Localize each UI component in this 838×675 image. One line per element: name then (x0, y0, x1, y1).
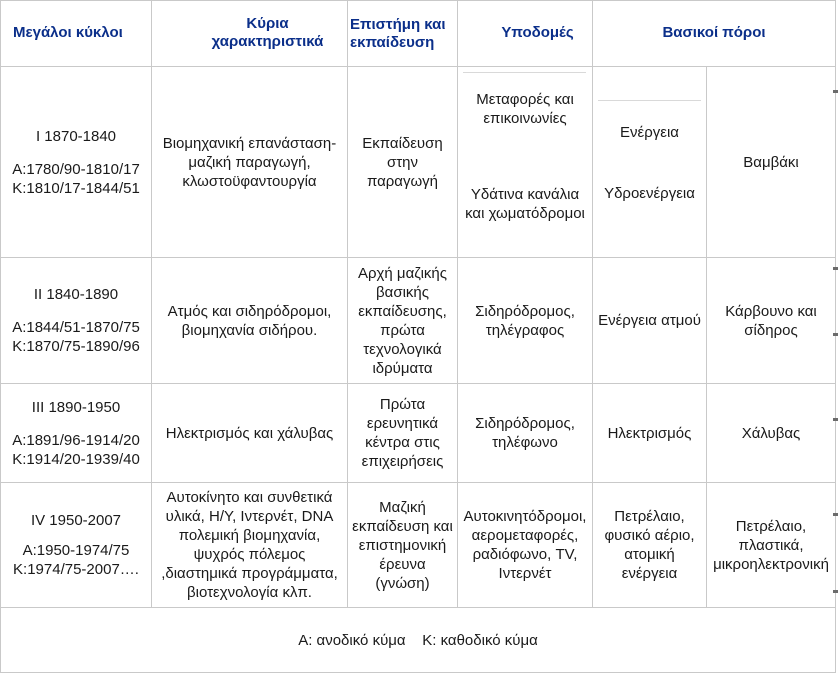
features-cell: Ατμός και σιδηρόδρομοι, βιομηχανία σιδήρου. (167, 302, 332, 339)
cycle-descending: Κ:1914/20-1939/40 (12, 450, 140, 468)
features-cell: Βιομηχανική επανάσταση-μαζική παραγωγή, κλωστοϋφαντουργία (162, 134, 337, 190)
header-cycles: Μεγάλοι κύκλοι (13, 24, 123, 41)
energy-cell: Ηλεκτρισμός (607, 424, 692, 442)
cycle-ascending: Α:1780/90-1810/17 (12, 160, 140, 178)
material-cell: Χάλυβας (741, 424, 801, 442)
science-cell: Εκπαίδευση στην παραγωγή (362, 134, 443, 190)
material-cell: Βαμβάκι (743, 153, 799, 171)
cycle-ascending: Α:1891/96-1914/20 (12, 431, 140, 449)
header-science: Επιστήμη και εκπαίδευση (350, 16, 446, 51)
cycle-cell (1, 483, 151, 607)
cycle-ascending: Α:1950-1974/75 (22, 542, 130, 559)
inner-rule (598, 100, 701, 101)
legend: Α: ανοδικό κύμα Κ: καθοδικό κύμα (298, 631, 538, 649)
header-features: Κύρια χαρακτηριστικά (211, 15, 324, 50)
energy-cell: Ενέργεια ατμού (598, 312, 701, 329)
cycle-cell (1, 67, 151, 257)
features-cell: Ηλεκτρισμός και χάλυβας (165, 424, 334, 442)
infra-cell: Υδάτινα κανάλια και χωματόδρομοι (465, 186, 585, 222)
science-cell: Αρχή μαζικής βασικής εκπαίδευσης, πρώτα τεχνολογικά ιδρύματα (358, 264, 447, 377)
material-cell: Κάρβουνο και σίδηρος (725, 302, 817, 339)
science-cell: Μαζική εκπαίδευση και επιστημονική έρευνα (γνώση) (352, 498, 453, 592)
features-cell: Αυτοκίνητο και συνθετικά υλικά, Η/Υ, Ιντερνέτ, DNA πολεμική βιομηχανία, ψυχρός πόλεμος ,διαστημικά προγράμματα, βιοτεχνολογία κλπ. (161, 489, 338, 601)
energy-cell: Πετρέλαιο, φυσικό αέριο, ατομική ενέργεια (604, 508, 695, 582)
header-infra: Υποδομές (501, 24, 574, 41)
cycle-cell (1, 258, 151, 383)
cycle-title: ΙΙΙ 1890-1950 (31, 398, 121, 416)
infra-cell: Σιδηρόδρομος, τηλέφωνο (475, 415, 575, 451)
cycle-descending: Κ:1974/75-2007…. (13, 561, 139, 578)
infra-cell: Σιδηρόδρομος, τηλέγραφος (475, 302, 575, 339)
cycle-descending: Κ:1870/75-1890/96 (12, 338, 140, 355)
cycle-title: ΙΙ 1840-1890 (33, 286, 119, 303)
infra-cell: Μεταφορές και επικοινωνίες (476, 91, 574, 127)
header-resources: Βασικοί πόροι (662, 24, 766, 41)
cycle-cell (1, 384, 151, 482)
table-border-bottom (0, 672, 835, 673)
science-cell: Πρώτα ερευνητικά κέντρα στις επιχειρήσεις (361, 396, 444, 470)
cycle-ascending: Α:1844/51-1870/75 (12, 319, 140, 336)
cycle-title: ΙV 1950-2007 (30, 512, 122, 529)
energy-cell: Ενέργεια (620, 123, 679, 141)
cycle-title: Ι 1870-1840 (35, 127, 117, 145)
table-border-right (835, 0, 836, 673)
cycle-descending: Κ:1810/17-1844/51 (12, 179, 140, 197)
inner-rule (463, 72, 586, 73)
material-cell: Πετρέλαιο, πλαστικά, μικροηλεκτρονική (713, 517, 829, 573)
infra-cell: Αυτοκινητόδρομοι, αερομεταφορές, ραδιόφωνο, TV, Ιντερνέτ (463, 508, 587, 582)
energy-cell: Υδροενέργεια (604, 184, 695, 202)
